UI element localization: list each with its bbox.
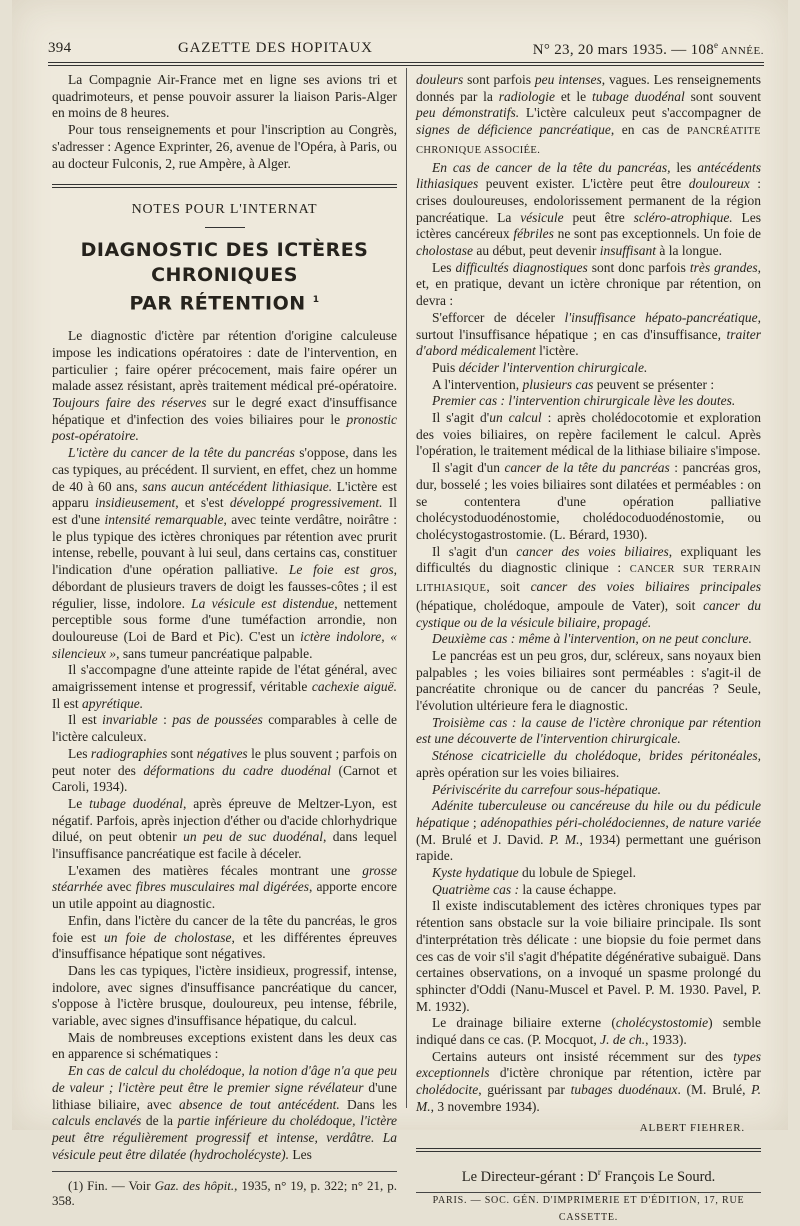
author-signature: ALBERT FIEHRER. [639,1121,745,1134]
section-separator [52,184,397,188]
paragraph: Enfin, dans l'ictère du cancer de la tête du pancréas, le gros foie est un foie de cholostase, et les différentes épreuves d'insuffisance hépatique sont négatives. [52,912,397,962]
paragraph: En cas de cancer de la tête du pancréas, les antécédents lithiasiques peuvent exister. L'ictère peut être douloureux : crises douloureuses, endolorissement permanent de la région pancréatique. La vésicule peut être scléro-atrophique. Les ictères cancéreux fébriles ne sont pas exceptionnels. Un foie de cholostase au début, peut devenir insuffisant à la longue. [416,159,762,259]
case-heading: Premier cas : l'intervention chirurgicale lève les doutes. [432,393,736,409]
paragraph: Il s'agit d'un calcul : après cholédocotomie et exploration des voies biliaires, on repère facilement le calcul. Après l'opération, le traitement médical de la lithiase biliaire s'impose. [416,410,761,459]
short-rule [205,227,245,228]
column-divider [406,68,407,1108]
paragraph: S'efforcer de déceler l'insuffisance hépato-pancréatique, surtout l'insuffisance hépatique ; en cas d'insuffisance, traiter d'abord médicalement l'ictère. [416,309,761,359]
paragraph: Mais de nombreuses exceptions existent dans les deux cas en apparence si schématiques : [52,1029,397,1062]
page-header [48,40,764,62]
paragraph: En cas de calcul du cholédoque, la notion d'âge n'a que peu de valeur ; l'ictère peut être le premier signe révélateur d'une lithiase biliaire, avec absence de tout antécédent. Dans les calculs enclavés de la partie inférieure du cholédoque, l'ictère peut être régulièrement progressif et intense, verdâtre. La vésicule peut être dilatée (hydrocholécyste). Les [52,1063,397,1162]
paragraph: Les difficultés diagnostiques sont donc parfois très grandes, et, en pratique, devant un ictère chronique par rétention, on devra : [416,259,761,309]
printer-line: PARIS. — SOC. GÉN. D'IMPRIMERIE ET D'ÉDITION, 17, RUE CASSETTE. [432,1194,745,1223]
right-column [416,72,761,1226]
paragraph: Les radiographies sont négatives le plus souvent ; parfois on peut noter des déformations du cadre duodénal (Carnot et Caroli, 1934). [52,745,398,795]
case-heading: Quatrième cas : la cause échappe. [432,881,617,897]
paragraph: Sténose cicatricielle du cholédoque, brides péritonéales, après opération sur les voies biliaires. [416,748,761,780]
notice-paragraph: Pour tous renseignements et pour l'inscription au Congrès, s'adresser : Agence Exprinter, 26, avenue de l'Opéra, à Paris, ou au docteur Fulconis, 2, rue Ampère, à Alger. [52,122,397,171]
paragraph: Certains auteurs ont insisté récemment sur des types exceptionnels d'ictère chronique par rétention, ictère par cholédocite, guérissant par tubages duodénaux. (M. Brulé, P. M., 3 novembre 1934). [416,1048,762,1114]
section-title: NOTES POUR L'INTERNAT [131,202,318,218]
paragraph: Il existe indiscutablement des ictères chroniques types par rétention sans obstacle sur la voie biliaire principale. Ils sont d'interprétation très délicate : une biopsie du foie permet dans ces cas de voir s'il s'agit d'hépatite dégénérative subaiguë. Dans certaines observations, on a invoqué un spasme prolongé du sphincter d'Oddi (Nanu-Muscel et Pavel. P. M. 1930. Pavel, P. M. 1932). [416,898,761,1014]
left-column [52,72,397,1208]
paragraph: Le diagnostic d'ictère par rétention d'origine calculeuse impose les indications opératoires : date de l'intervention, en particulier ; faire opérer précocement, mais faire opérer un malade assez résistant, après traitement médical pré-opératoire. Toujours faire des réserves sur le degré exact d'insuffisance hépatique et d'infection des voies biliaires pour le pronostic post-opératoire. [52,328,397,444]
article-title: DIAGNOSTIC DES ICTÈRES CHRONIQUES PAR RÉTENTION $^1$ [80,238,369,315]
footnote-rule [52,1171,397,1172]
page-number: 394 [48,40,72,56]
paragraph: Il s'agit d'un cancer des voies biliaires, expliquant les difficultés du diagnostic clinique : CANCER SUR TERRAIN LITHIASIQUE, soit cancer des voies biliaires principales (hépatique, cholédoque, ampoule de Vater), soit cancer du cystique ou de la vésicule biliaire, propagé. [416,543,762,630]
case-heading: Deuxième cas : même à l'intervention, on ne peut conclure. [432,631,752,647]
paragraph: Il est invariable : pas de poussées comparables à celle de l'ictère calculeux. [52,712,397,745]
notice-paragraph: La Compagnie Air-France met en ligne ses avions tri et quadrimoteurs, et pense pouvoir assurer la liaison Paris-Alger en moins de 8 heures. [52,72,397,121]
paragraph: Le tubage duodénal, après épreuve de Meltzer-Lyon, est négatif. Parfois, après injection d'éther ou d'acide chlorhydrique dilué, on peut obtenir un peu de suc duodénal, dans lequel l'insuffisance pancréatique est facile à déceler. [52,795,397,862]
footnote: (1) Fin. — Voir Gaz. des hôpit., 1935, n° 19, p. 322; n° 21, p. 358. [52,1178,398,1209]
case-heading: Troisième cas : la cause de l'ictère chronique par rétention est une découverte de l'intervention chirurgicale. [416,714,761,747]
paragraph: Périviscérite du carrefour sous-hépatique. [432,781,661,797]
issue-date: N° 23, 20 mars 1935. — 108e ANNÉE. [532,40,764,58]
header-rule [48,62,764,63]
paragraph: Kyste hydatique du lobule de Spiegel. [432,865,636,881]
paragraph: Le drainage biliaire externe (cholécystostomie) semble indiqué dans ce cas. (P. Mocquot, J. de ch., 1933). [416,1015,761,1048]
paragraph: Le pancréas est un peu gros, dur, scléreux, sans noyaux bien palpables ; les voies biliaires sont perméables : s'agit-il de pancréatite chronique ou de cancer du pancréas ? Seule, l'évolution ultérieure fera le diagnostic. [416,647,761,714]
header-rule-2 [48,65,764,66]
paragraph: Il s'accompagne d'une atteinte rapide de l'état général, avec amaigrissement intense et progressif, véritable cachexie aiguë. Il est apyrétique. [52,662,398,711]
paragraph: Dans les cas typiques, l'ictère insidieux, progressif, intense, indolore, avec signes d'insuffisance pancréatique du cancer, s'oppose à l'ictère brusque, douloureux, peu intense, fébrile, variable, avec signes d'insuffisance hépatique, du calcul. [52,962,397,1029]
paragraph: douleurs sont parfois peu intenses, vagues. Les renseignements donnés par la radiologie et le tubage duodénal sont souvent peu démonstratifs. L'ictère calculeux peut s'accompagner de signes de déficience pancréatique, en cas de PANCRÉATITE CHRONIQUE ASSOCIÉE. [416,72,762,156]
footer-separator [416,1148,761,1152]
paragraph: L'ictère du cancer de la tête du pancréas s'oppose, dans les cas typiques, au précédent. Il survient, en effet, chez un homme de 40 à 60 ans, sans aucun antécédent lithiasique. L'ictère est apparu insidieusement, et s'est développé progressivement. Il est d'une intensité remarquable, avec teinte verdâtre, noirâtre : le plus typique des ictères chroniques par rétention avec prurit intense, rebelle, pouvant à lui seul, dans certains cas, constituer l'indication d'une opération palliative. Le foie est gros, débordant de plusieurs travers de doigt les fausses-côtes ; il est régulier, lisse, indolore. La vésicule est distendue, nettement perceptible sous forme d'une tuméfaction arrondie, non douloureuse (Loi de Bard et Pic). C'est un ictère indolore, « silencieux », sans tumeur pancréatique palpable. [52,445,398,661]
paragraph: Adénite tuberculeuse ou cancéreuse du hile ou du pédicule hépatique ; adénopathies péri-cholédociennes, de nature variée (M. Brulé et J. David. P. M., 1934) permettant une guérison rapide. [416,798,761,864]
journal-title: GAZETTE DES HOPITAUX [178,40,373,56]
director-line: Le Directeur-gérant : $D^r$ François Le Sourd. [461,1167,716,1186]
paragraph: Il s'agit d'un cancer de la tête du pancréas : pancréas gros, dur, bosselé ; les voies biliaires sont dilatées et perméables : on se contentera d'une opération palliative cholécystoduodénostomie, cholédocoduodénostomie, ou cholécystogastrostomie. (L. Bérard, 1930). [416,460,762,542]
paragraph: A l'intervention, plusieurs cas peuvent se présenter : [432,376,715,392]
paragraph: L'examen des matières fécales montrant une grosse stéarrhée avec fibres musculaires mal digérées, apporte encore un utile appoint au diagnostic. [52,862,397,912]
paragraph: Puis décider l'intervention chirurgicale. [432,359,648,375]
